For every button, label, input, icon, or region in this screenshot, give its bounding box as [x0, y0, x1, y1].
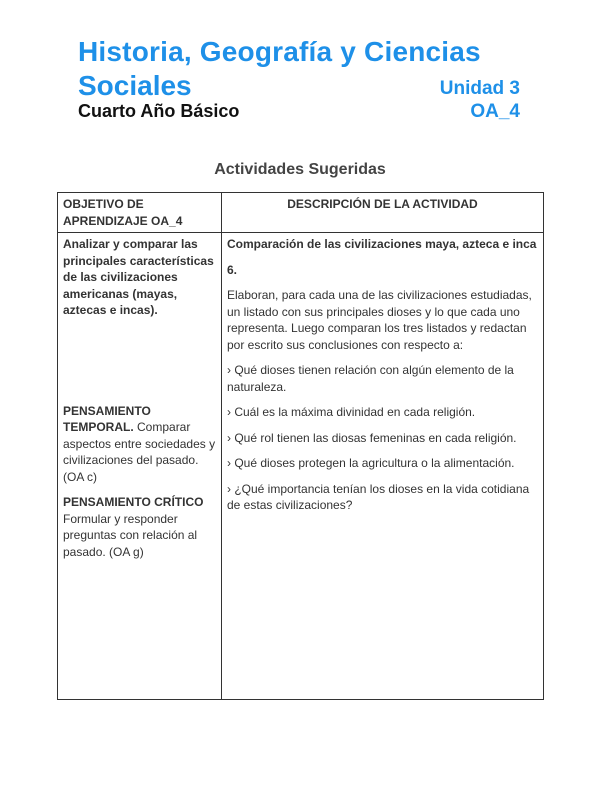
activity-item: › Qué rol tienen las diosas femeninas en cada religión. [227, 430, 517, 445]
unit-label: Unidad 3 [439, 78, 520, 99]
activity-intro: Elaboran, para cada una de las civilizaciones estudiadas, un listado con sus principales dioses y lo que cada uno representa. Luego comparan los tres listados y redactan por escrito sus conclusiones con respecto a: [227, 288, 532, 352]
skill-temporal [63, 403, 216, 486]
objective-text: Analizar y comparar las principales características de las civilizaciones americanas (mayas, aztecas e incas). [63, 237, 214, 317]
objective-header: OBJETIVO DE APRENDIZAJE OA_4 [58, 193, 222, 233]
activity-item: › Qué dioses tienen relación con algún elemento de la naturaleza. [227, 363, 514, 394]
table-header-row [58, 193, 544, 233]
activities-table [57, 192, 544, 700]
grade-label: Cuarto Año Básico [78, 101, 240, 121]
skill-title: PENSAMIENTO CRÍTICO [63, 495, 204, 509]
activity-item: › Qué dioses protegen la agricultura o la alimentación. [227, 456, 515, 470]
activity-title: Comparación de las civilizaciones maya, azteca e inca [227, 237, 537, 251]
oa-label: OA_4 [470, 101, 520, 122]
objective-cell [58, 233, 222, 700]
skill-critical [63, 494, 216, 560]
section-title: Actividades Sugeridas [214, 161, 386, 178]
skill-title: PENSAMIENTO TEMPORAL. [63, 403, 151, 434]
description-cell [222, 233, 544, 700]
table-row [58, 233, 544, 700]
page-title-line-1: Historia, Geografía y Ciencias [78, 36, 481, 67]
page-title-line-2: Sociales [78, 70, 192, 101]
activity-item: › Cuál es la máxima divinidad en cada religión. [227, 405, 476, 419]
skill-text: Comparar aspectos entre sociedades y civilizaciones del pasado. (OA c) [63, 420, 216, 484]
skill-text: Formular y responder preguntas con relación al pasado. (OA g) [63, 511, 198, 559]
activity-item: › ¿Qué importancia tenían los dioses en la vida cotidiana de estas civilizaciones? [227, 481, 530, 512]
spacer [63, 319, 216, 403]
description-header: DESCRIPCIÓN DE LA ACTIVIDAD [222, 193, 544, 233]
activity-number: 6. [227, 262, 238, 277]
